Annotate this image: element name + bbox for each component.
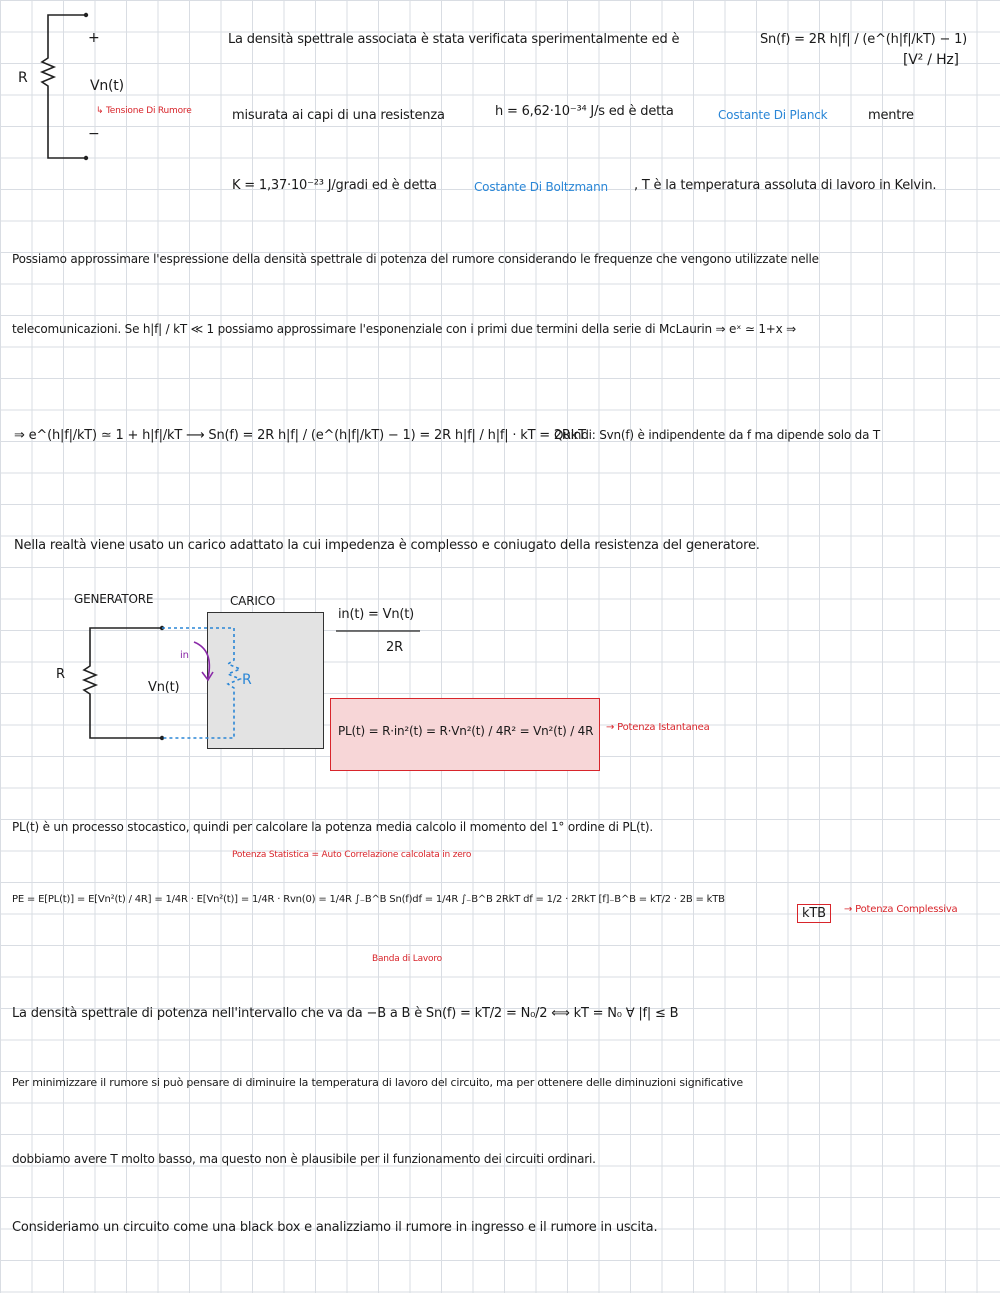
circuit-in-label: in: [180, 650, 189, 661]
inst-power-formula: PL(t) = R·in²(t) = R·Vn²(t) / 4R² = Vn²(t) / 4R: [338, 724, 594, 738]
top-line3-end: , T è la temperatura assoluta di lavoro in Kelvin.: [634, 178, 937, 193]
top-line2-formula: h = 6,62·10⁻³⁴ J/s ed è detta: [495, 104, 674, 119]
circuit-vn: Vn(t): [148, 680, 180, 695]
para1-quindi: Quindi: Svn(f) è indipendente da f ma dipende solo da T: [554, 428, 880, 442]
banda-lavoro-note: Banda di Lavoro: [372, 954, 442, 964]
para4-line2: Per minimizzare il rumore si può pensare di diminuire la temperatura di lavoro del circuito, ma per ottenere delle diminuzioni significative: [12, 1076, 743, 1089]
top-line2-end: mentre: [868, 108, 914, 123]
pe-formula: PE = E[PL(t)] = E[Vn²(t) / 4R] = 1/4R · E[Vn²(t)] = 1/4R · Rvn(0) = 1/4R ∫₋B^B Sn(f)df = 1/4R ∫₋B^B 2RkT df = 1/2 · 2RkT [f]₋B^B = kT/2 · 2B = kTB: [12, 894, 725, 905]
para4-line3: dobbiamo avere T molto basso, ma questo non è plausibile per il funzionamento dei circuiti ordinari.: [12, 1152, 596, 1166]
potenza-statistica-note: Potenza Statistica = Auto Correlazione calcolata in zero: [232, 850, 472, 860]
tensione-rumore-note: ↳ Tensione Di Rumore: [96, 106, 192, 116]
circuit-r-right: R: [242, 672, 252, 688]
para1-line1: Possiamo approssimare l'espressione della densità spettrale di potenza del rumore considerando le frequenze che vengono utilizzate nelle: [12, 252, 819, 266]
top-line1-units: [V² / Hz]: [903, 52, 959, 68]
top-line1-formula: Sn(f) = 2R h|f| / (e^(h|f|/kT) − 1): [760, 32, 968, 47]
top-line2-text: misurata ai capi di una resistenza: [232, 108, 445, 123]
circuit-diagram: [0, 620, 260, 760]
current-formula-num: in(t) = Vn(t): [338, 607, 415, 622]
para1-line2: telecomunicazioni. Se h|f| / kT ≪ 1 possiamo approssimare l'esponenziale con i primi due termini della serie di McLaurin ⇒ eˣ ≃ 1+x ⇒: [12, 322, 797, 336]
top-vn: Vn(t): [90, 78, 124, 94]
top-plus: +: [88, 30, 100, 46]
potenza-istantanea-label: → Potenza Istantanea: [606, 722, 710, 733]
ktb-result-box: kTB: [797, 904, 831, 923]
top-line3-formula: K = 1,37·10⁻²³ J/gradi ed è detta: [232, 178, 437, 193]
current-fraction-bar: [336, 630, 426, 634]
boltzmann-label: Costante Di Boltzmann: [474, 180, 608, 194]
para4-line1: La densità spettrale di potenza nell'intervallo che va da −B a B è Sn(f) = kT/2 = N₀/2 ⟺ kT = N₀ ∀ |f| ≤ B: [12, 1006, 679, 1021]
para4-line4: Consideriamo un circuito come una black box e analizziamo il rumore in ingresso e il rumore in uscita.: [12, 1220, 658, 1235]
para1-approx-formula: ⇒ e^(h|f|/kT) ≃ 1 + h|f|/kT ⟶ Sn(f) = 2R h|f| / (e^(h|f|/kT) − 1) = 2R h|f| / h|f| · kT = 2RkT: [14, 428, 586, 443]
current-formula-den: 2R: [386, 640, 403, 655]
top-minus: −: [88, 126, 100, 142]
top-r-label: R: [18, 70, 28, 86]
circuit-r-left: R: [56, 667, 65, 682]
carico-label: CARICO: [230, 594, 276, 608]
planck-label: Costante Di Planck: [718, 108, 828, 122]
para3-line1: PL(t) è un processo stocastico, quindi per calcolare la potenza media calcolo il momento del 1° ordine di PL(t).: [12, 820, 654, 834]
potenza-complessiva-label: → Potenza Complessiva: [844, 904, 958, 915]
para2-line1: Nella realtà viene usato un carico adattato la cui impedenza è complesso e coniugato della resistenza del generatore.: [14, 538, 760, 553]
generatore-label: GENERATORE: [74, 592, 154, 606]
top-line1-text: La densità spettrale associata è stata verificata sperimentalmente ed è: [228, 32, 680, 47]
